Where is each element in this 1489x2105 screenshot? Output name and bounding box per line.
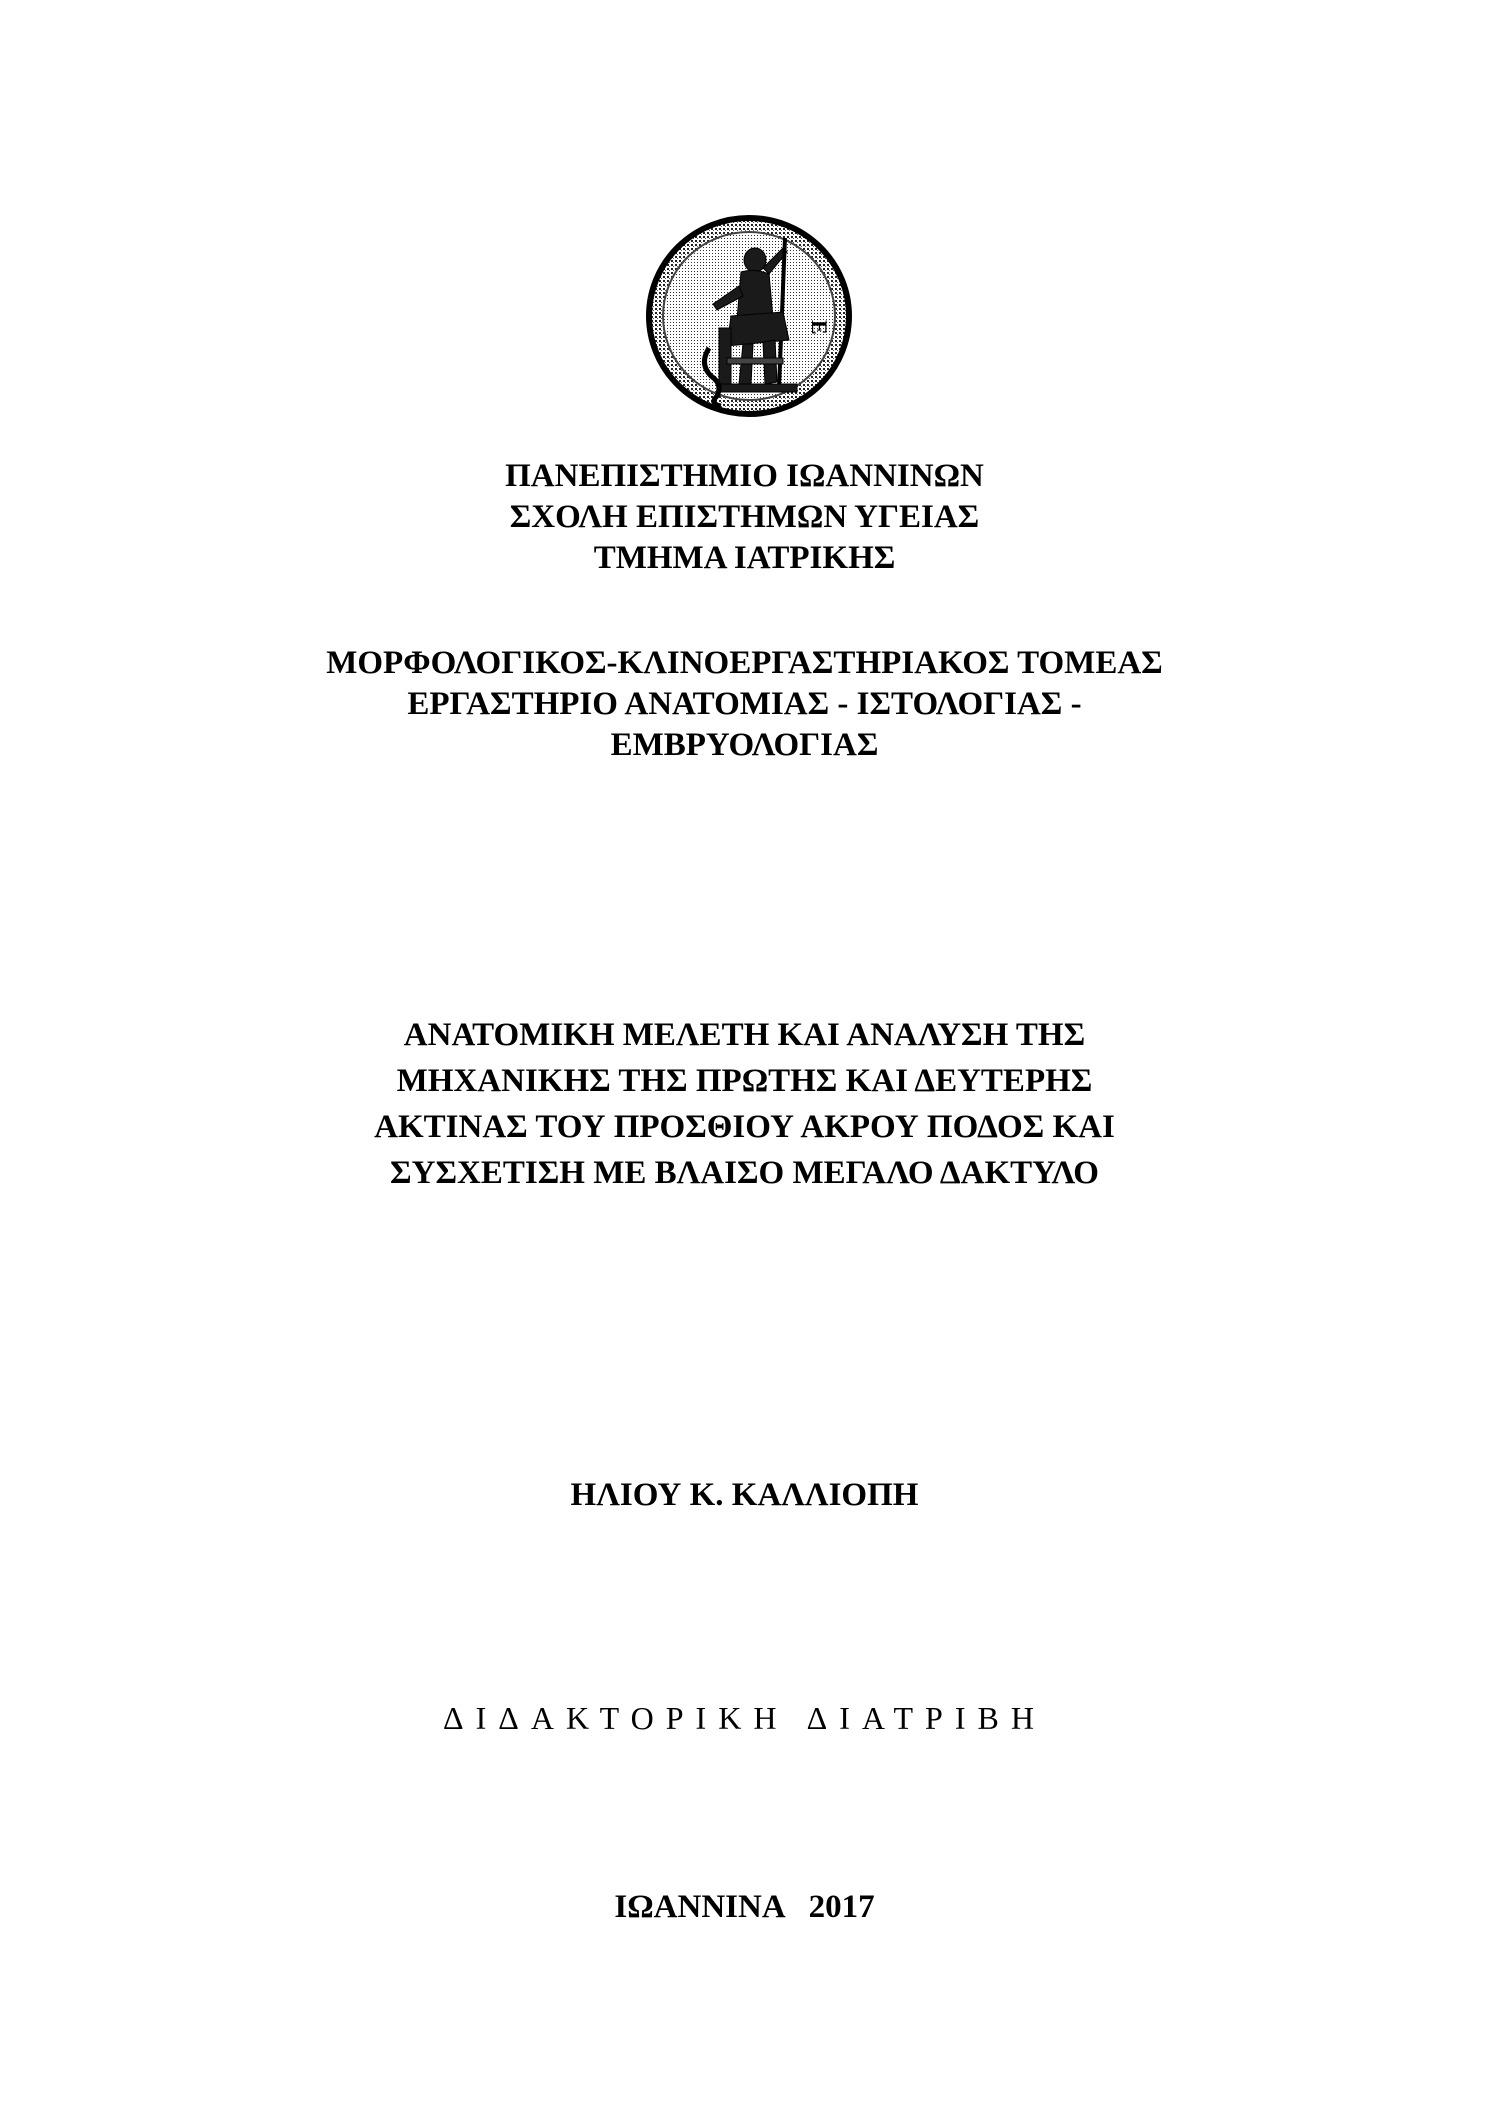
thesis-title <box>0 1012 1489 1196</box>
author-text: ΗΛΙΟΥ Κ. ΚΑΛΛΙΟΠΗ <box>570 1477 919 1513</box>
thesis-title-line-2: ΜΗΧΑΝΙΚΗΣ ΤΗΣ ΠΡΩΤΗΣ ΚΑΙ ΔΕΥΤΕΡΗΣ <box>396 1063 1093 1099</box>
thesis-title-line-4: ΣΥΣΧΕΤΙΣΗ ΜΕ ΒΛΑΙΣΟ ΜΕΓΑΛΟ ΔΑΚΤΥΛΟ <box>390 1155 1099 1191</box>
place-year-text: ΙΩΑΝΝΙΝΑ 2017 <box>614 1889 875 1925</box>
author-name <box>0 1475 1489 1516</box>
university-seal-icon <box>643 208 855 420</box>
thesis-title-line-3: ΑΚΤΙΝΑΣ ΤΟΥ ΠΡΟΣΘΙΟΥ ΑΚΡΟΥ ΠΟΔΟΣ ΚΑΙ <box>374 1109 1115 1145</box>
laboratory-name-line-1: ΕΡΓΑΣΤΗΡΙΟ ΑΝΑΤΟΜΙΑΣ - ΙΣΤΟΛΟΓΙΑΣ - <box>407 686 1082 722</box>
place-and-year <box>0 1887 1489 1928</box>
school-name: ΣΧΟΛΗ ΕΠΙΣΤΗΜΩΝ ΥΓΕΙΑΣ <box>509 499 980 535</box>
document-type: ΔΙΔΑΚΤΟΡΙΚΗ ΔΙΑΤΡΙΒΗ <box>443 1700 1046 1736</box>
institution-heading <box>0 456 1489 579</box>
sector-heading <box>0 643 1489 766</box>
thesis-title-line-1: ΑΝΑΤΟΜΙΚΗ ΜΕΛΕΤΗ ΚΑΙ ΑΝΑΛΥΣΗ ΤΗΣ <box>403 1017 1086 1053</box>
department-name: ΤΜΗΜΑ ΙΑΤΡΙΚΗΣ <box>593 540 896 576</box>
university-name: ΠΑΝΕΠΙΣΤΗΜΙΟ ΙΩΑΝΝΙΝΩΝ <box>505 458 984 494</box>
svg-text:Ε: Ε <box>807 320 832 335</box>
sector-name: ΜΟΡΦΟΛΟΓΙΚΟΣ-ΚΛΙΝΟΕΡΓΑΣΤΗΡΙΑΚΟΣ ΤΟΜΕΑΣ <box>326 645 1163 681</box>
laboratory-name-line-2: ΕΜΒΡΥΟΛΟΓΙΑΣ <box>610 727 879 763</box>
